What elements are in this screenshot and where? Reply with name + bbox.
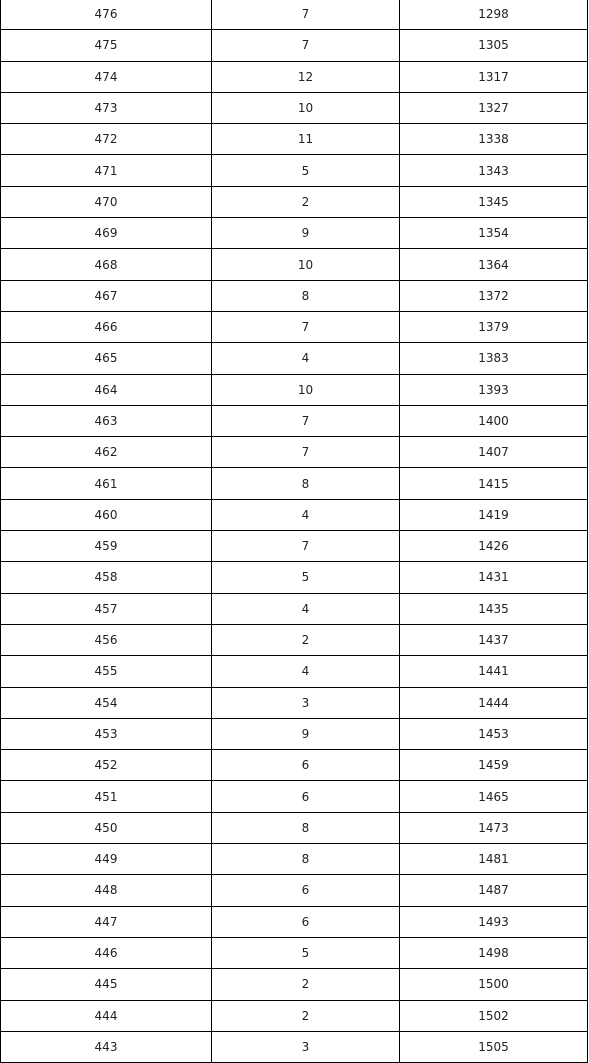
score-table-body	[1, 0, 588, 1063]
count-cell: 5	[212, 937, 400, 968]
score-cell: 474	[1, 61, 212, 92]
table-row	[1, 30, 588, 61]
table-row	[1, 218, 588, 249]
count-cell: 7	[212, 0, 400, 30]
count-cell: 5	[212, 155, 400, 186]
score-cell: 472	[1, 124, 212, 155]
table-row	[1, 405, 588, 436]
score-cell: 450	[1, 812, 212, 843]
score-cell: 458	[1, 562, 212, 593]
table-row	[1, 781, 588, 812]
cumulative-cell: 1502	[400, 1000, 588, 1031]
cumulative-cell: 1493	[400, 906, 588, 937]
count-cell: 2	[212, 969, 400, 1000]
count-cell: 2	[212, 624, 400, 655]
count-cell: 2	[212, 186, 400, 217]
table-row	[1, 0, 588, 30]
cumulative-cell: 1345	[400, 186, 588, 217]
cumulative-cell: 1435	[400, 593, 588, 624]
table-row	[1, 437, 588, 468]
score-cell: 461	[1, 468, 212, 499]
score-cell: 475	[1, 30, 212, 61]
table-row	[1, 624, 588, 655]
cumulative-cell: 1354	[400, 218, 588, 249]
cumulative-cell: 1487	[400, 875, 588, 906]
table-row	[1, 531, 588, 562]
table-row	[1, 311, 588, 342]
score-cell: 476	[1, 0, 212, 30]
table-row	[1, 499, 588, 530]
count-cell: 3	[212, 1031, 400, 1062]
count-cell: 6	[212, 875, 400, 906]
cumulative-cell: 1317	[400, 61, 588, 92]
cumulative-cell: 1372	[400, 280, 588, 311]
cumulative-cell: 1415	[400, 468, 588, 499]
table-row	[1, 468, 588, 499]
count-cell: 7	[212, 531, 400, 562]
count-cell: 7	[212, 30, 400, 61]
cumulative-cell: 1343	[400, 155, 588, 186]
table-row	[1, 906, 588, 937]
score-cell: 468	[1, 249, 212, 280]
cumulative-cell: 1437	[400, 624, 588, 655]
count-cell: 10	[212, 92, 400, 123]
cumulative-cell: 1419	[400, 499, 588, 530]
cumulative-cell: 1426	[400, 531, 588, 562]
count-cell: 9	[212, 718, 400, 749]
cumulative-cell: 1459	[400, 750, 588, 781]
count-cell: 3	[212, 687, 400, 718]
count-cell: 6	[212, 906, 400, 937]
table-row	[1, 812, 588, 843]
count-cell: 7	[212, 311, 400, 342]
score-cell: 466	[1, 311, 212, 342]
score-cell: 452	[1, 750, 212, 781]
count-cell: 6	[212, 750, 400, 781]
score-cell: 469	[1, 218, 212, 249]
table-row	[1, 374, 588, 405]
score-cell: 471	[1, 155, 212, 186]
table-row	[1, 1031, 588, 1062]
table-row	[1, 249, 588, 280]
count-cell: 4	[212, 593, 400, 624]
score-cell: 459	[1, 531, 212, 562]
cumulative-cell: 1498	[400, 937, 588, 968]
cumulative-cell: 1364	[400, 249, 588, 280]
score-cell: 445	[1, 969, 212, 1000]
table-row	[1, 718, 588, 749]
count-cell: 8	[212, 844, 400, 875]
score-cell: 454	[1, 687, 212, 718]
table-row	[1, 61, 588, 92]
count-cell: 8	[212, 468, 400, 499]
score-cell: 473	[1, 92, 212, 123]
table-row	[1, 969, 588, 1000]
table-row	[1, 155, 588, 186]
count-cell: 10	[212, 374, 400, 405]
table-row	[1, 280, 588, 311]
table-row	[1, 875, 588, 906]
score-cell: 448	[1, 875, 212, 906]
count-cell: 9	[212, 218, 400, 249]
count-cell: 12	[212, 61, 400, 92]
count-cell: 4	[212, 656, 400, 687]
table-row	[1, 343, 588, 374]
score-cell: 444	[1, 1000, 212, 1031]
table-row	[1, 687, 588, 718]
table-row	[1, 656, 588, 687]
table-row	[1, 937, 588, 968]
count-cell: 8	[212, 812, 400, 843]
cumulative-cell: 1298	[400, 0, 588, 30]
score-cell: 462	[1, 437, 212, 468]
table-row	[1, 593, 588, 624]
count-cell: 7	[212, 437, 400, 468]
count-cell: 4	[212, 343, 400, 374]
cumulative-cell: 1500	[400, 969, 588, 1000]
count-cell: 11	[212, 124, 400, 155]
cumulative-cell: 1400	[400, 405, 588, 436]
score-cell: 456	[1, 624, 212, 655]
cumulative-cell: 1441	[400, 656, 588, 687]
count-cell: 6	[212, 781, 400, 812]
cumulative-cell: 1327	[400, 92, 588, 123]
score-cell: 460	[1, 499, 212, 530]
cumulative-cell: 1393	[400, 374, 588, 405]
score-cell: 451	[1, 781, 212, 812]
count-cell: 8	[212, 280, 400, 311]
cumulative-cell: 1481	[400, 844, 588, 875]
table-row	[1, 186, 588, 217]
cumulative-cell: 1407	[400, 437, 588, 468]
cumulative-cell: 1383	[400, 343, 588, 374]
score-cell: 464	[1, 374, 212, 405]
table-row	[1, 844, 588, 875]
cumulative-cell: 1431	[400, 562, 588, 593]
table-row	[1, 124, 588, 155]
table-row	[1, 92, 588, 123]
count-cell: 2	[212, 1000, 400, 1031]
count-cell: 5	[212, 562, 400, 593]
score-cell: 455	[1, 656, 212, 687]
table-row	[1, 1000, 588, 1031]
count-cell: 4	[212, 499, 400, 530]
cumulative-cell: 1338	[400, 124, 588, 155]
cumulative-cell: 1453	[400, 718, 588, 749]
cumulative-cell: 1379	[400, 311, 588, 342]
cumulative-cell: 1465	[400, 781, 588, 812]
cumulative-cell: 1305	[400, 30, 588, 61]
score-cell: 463	[1, 405, 212, 436]
score-cell: 449	[1, 844, 212, 875]
table-row	[1, 750, 588, 781]
score-cell: 465	[1, 343, 212, 374]
count-cell: 10	[212, 249, 400, 280]
cumulative-cell: 1473	[400, 812, 588, 843]
table-row	[1, 562, 588, 593]
count-cell: 7	[212, 405, 400, 436]
cumulative-cell: 1505	[400, 1031, 588, 1062]
score-cell: 446	[1, 937, 212, 968]
score-cell: 447	[1, 906, 212, 937]
score-cell: 470	[1, 186, 212, 217]
score-cell: 457	[1, 593, 212, 624]
score-cell: 443	[1, 1031, 212, 1062]
cumulative-cell: 1444	[400, 687, 588, 718]
score-cell: 467	[1, 280, 212, 311]
score-cell: 453	[1, 718, 212, 749]
